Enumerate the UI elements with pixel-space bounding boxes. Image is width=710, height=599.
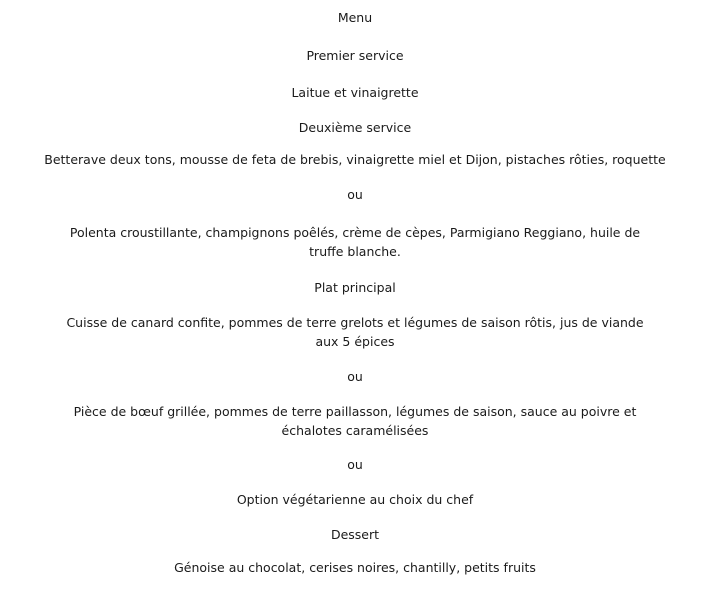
second-course-heading: Deuxième service: [298, 120, 412, 135]
main-course-or-1: ou: [347, 369, 363, 384]
dessert-item: Génoise au chocolat, cerises noires, chantilly, petits fruits: [174, 560, 536, 575]
main-course-option-3: Option végétarienne au choix du chef: [236, 492, 474, 507]
main-course-option-1: Cuisse de canard confite, pommes de terre grelots et légumes de saison rôtis, jus de viande aux 5 épices: [66, 315, 644, 349]
main-course-option-2: Pièce de bœuf grillée, pommes de terre paillasson, légumes de saison, sauce au poivre et échalotes caramélisées: [73, 404, 637, 438]
second-course-option-1: Betterave deux tons, mousse de feta de brebis, vinaigrette miel et Dijon, pistaches rôties, roquette: [44, 152, 666, 167]
dessert-heading: Dessert: [330, 527, 380, 542]
main-course-heading: Plat principal: [314, 280, 396, 295]
first-course-item: Laitue et vinaigrette: [291, 85, 419, 100]
second-course-option-2: Polenta croustillante, champignons poêlés, crème de cèpes, Parmigiano Reggiano, huile de truffe blanche.: [69, 225, 641, 259]
first-course-heading: Premier service: [306, 48, 404, 63]
main-course-or-2: ou: [347, 457, 363, 472]
second-course-or: ou: [347, 187, 363, 202]
menu-title: Menu: [337, 10, 373, 25]
